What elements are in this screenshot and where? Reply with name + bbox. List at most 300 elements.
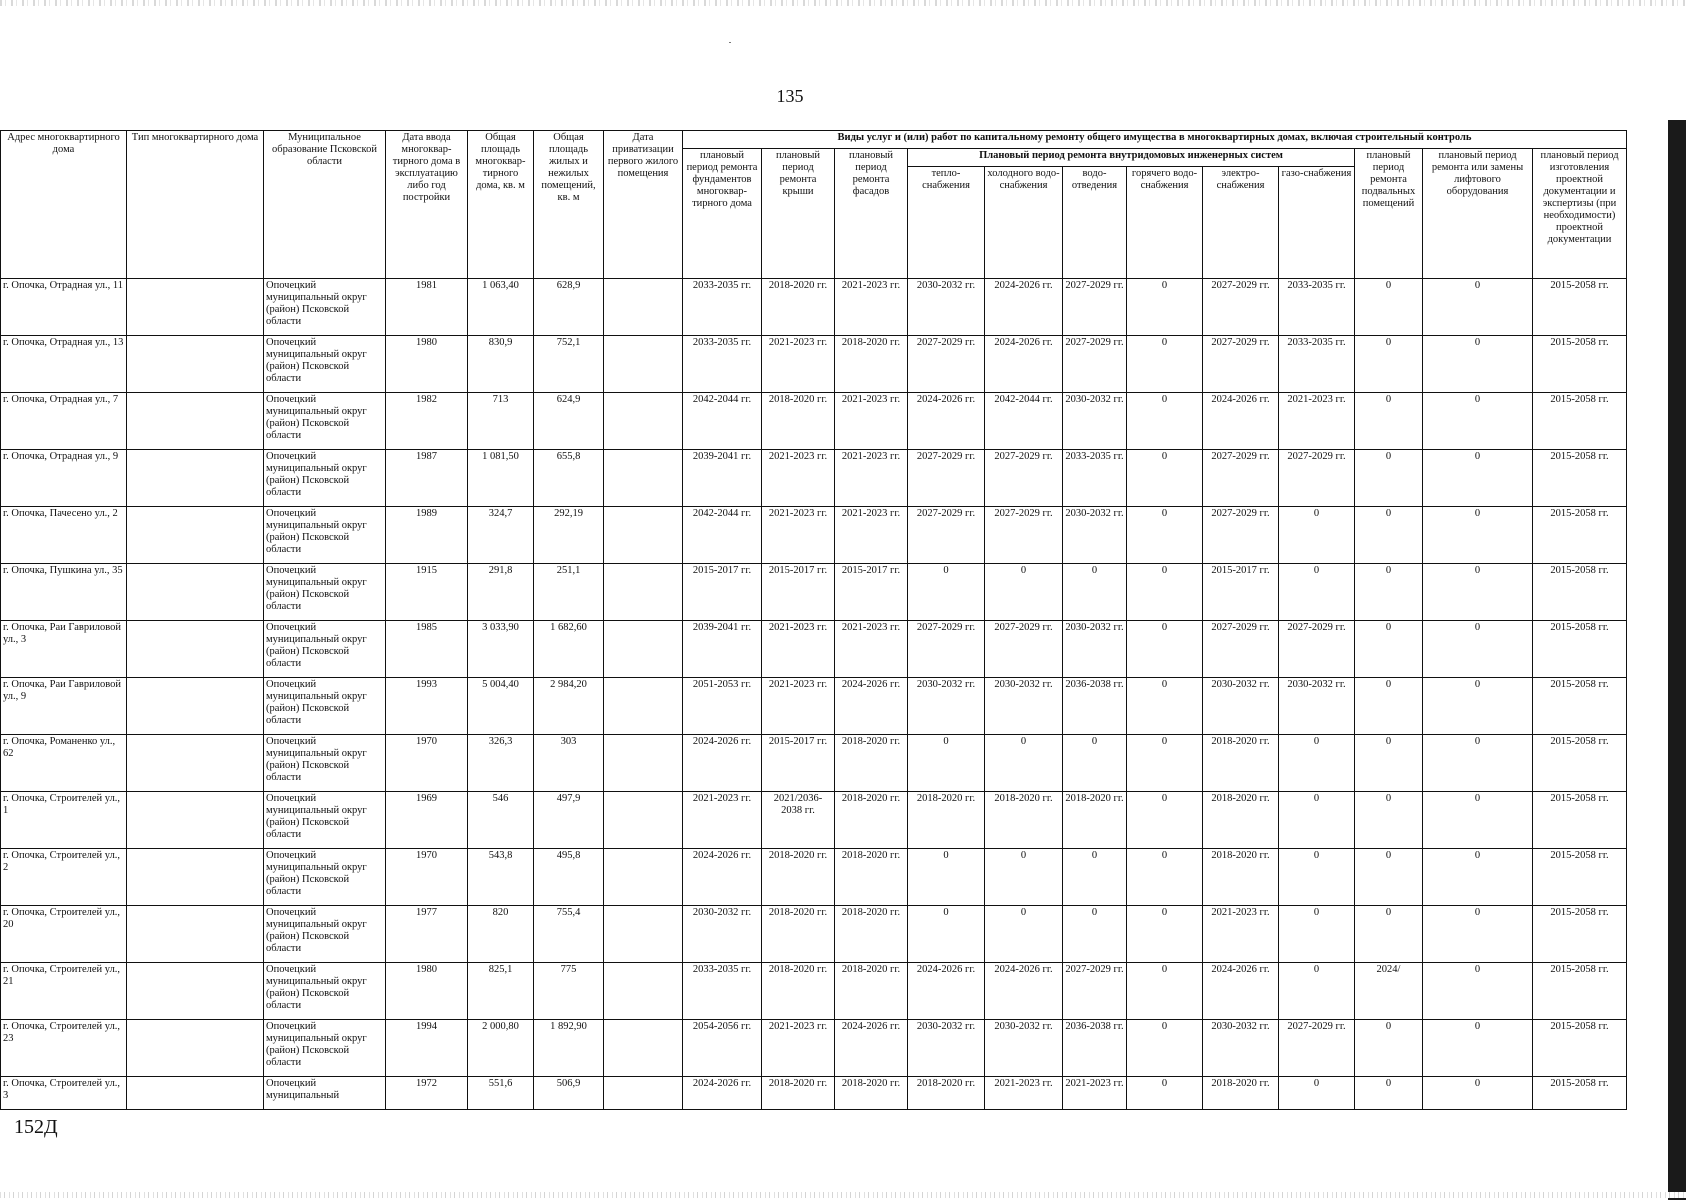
- cell-building-type: [127, 507, 264, 564]
- cell-heat-supply: 2030-2032 гг.: [908, 678, 985, 735]
- cell-drainage: 2030-2032 гг.: [1063, 507, 1127, 564]
- cell-municipality: Опочецкий муниципальный округ (район) Псковской области: [264, 849, 386, 906]
- cell-hot-water: 0: [1127, 1020, 1203, 1077]
- cell-facade-period: 2018-2020 гг.: [835, 792, 908, 849]
- cell-address: г. Опочка, Романенко ул., 62: [1, 735, 127, 792]
- cell-basement: 0: [1355, 735, 1423, 792]
- header-systems-group: Плановый период ремонта внутридомовых инженерных систем: [908, 149, 1355, 167]
- cell-foundation-period: 2033-2035 гг.: [683, 336, 762, 393]
- cell-elevator: 0: [1423, 678, 1533, 735]
- cell-elevator: 0: [1423, 735, 1533, 792]
- cell-facade-period: 2018-2020 гг.: [835, 1077, 908, 1110]
- cell-hot-water: 0: [1127, 1077, 1203, 1110]
- header-works-group: Виды услуг и (или) работ по капитальному ремонту общего имущества в многоквартирных домах, включая строительный контроль: [683, 131, 1627, 149]
- cell-electricity: 2027-2029 гг.: [1203, 279, 1279, 336]
- cell-elevator: 0: [1423, 450, 1533, 507]
- cell-heat-supply: 0: [908, 849, 985, 906]
- cell-cold-water: 2024-2026 гг.: [985, 279, 1063, 336]
- cell-heat-supply: 0: [908, 906, 985, 963]
- cell-total-area: 543,8: [468, 849, 534, 906]
- cell-cold-water: 0: [985, 564, 1063, 621]
- cell-commissioning-year: 1915: [386, 564, 468, 621]
- cell-cold-water: 2024-2026 гг.: [985, 336, 1063, 393]
- cell-address: г. Опочка, Строителей ул., 3: [1, 1077, 127, 1110]
- cell-gas-supply: 0: [1279, 963, 1355, 1020]
- cell-documentation: 2015-2058 гг.: [1533, 393, 1627, 450]
- table-row: [1, 507, 1627, 564]
- cell-drainage: 0: [1063, 564, 1127, 621]
- cell-cold-water: 0: [985, 735, 1063, 792]
- cell-documentation: 2015-2058 гг.: [1533, 621, 1627, 678]
- cell-cold-water: 0: [985, 849, 1063, 906]
- cell-hot-water: 0: [1127, 792, 1203, 849]
- cell-living-area: 292,19: [534, 507, 604, 564]
- cell-building-type: [127, 1020, 264, 1077]
- cell-elevator: 0: [1423, 1077, 1533, 1110]
- cell-total-area: 825,1: [468, 963, 534, 1020]
- cell-municipality: Опочецкий муниципальный: [264, 1077, 386, 1110]
- cell-heat-supply: 2024-2026 гг.: [908, 393, 985, 450]
- cell-gas-supply: 2027-2029 гг.: [1279, 621, 1355, 678]
- header-elevator: плановый период ремонта или замены лифтового оборудования: [1423, 149, 1533, 279]
- cell-roof-period: 2018-2020 гг.: [762, 906, 835, 963]
- cell-foundation-period: 2024-2026 гг.: [683, 849, 762, 906]
- cell-documentation: 2015-2058 гг.: [1533, 564, 1627, 621]
- cell-heat-supply: 2027-2029 гг.: [908, 507, 985, 564]
- cell-cold-water: 2027-2029 гг.: [985, 621, 1063, 678]
- header-hot-water: горячего водо-снабжения: [1127, 167, 1203, 279]
- cell-municipality: Опочецкий муниципальный округ (район) Псковской области: [264, 564, 386, 621]
- cell-foundation-period: 2042-2044 гг.: [683, 507, 762, 564]
- cell-privatization-date: [604, 450, 683, 507]
- cell-commissioning-year: 1980: [386, 963, 468, 1020]
- table-row: [1, 792, 1627, 849]
- cell-electricity: 2030-2032 гг.: [1203, 1020, 1279, 1077]
- cell-gas-supply: 2027-2029 гг.: [1279, 450, 1355, 507]
- cell-heat-supply: 2018-2020 гг.: [908, 792, 985, 849]
- cell-heat-supply: 0: [908, 735, 985, 792]
- cell-foundation-period: 2024-2026 гг.: [683, 735, 762, 792]
- cell-gas-supply: 0: [1279, 564, 1355, 621]
- cell-basement: 0: [1355, 678, 1423, 735]
- cell-building-type: [127, 279, 264, 336]
- cell-roof-period: 2021/2036-2038 гг.: [762, 792, 835, 849]
- cell-elevator: 0: [1423, 849, 1533, 906]
- cell-cold-water: 2027-2029 гг.: [985, 507, 1063, 564]
- cell-gas-supply: 0: [1279, 849, 1355, 906]
- cell-living-area: 624,9: [534, 393, 604, 450]
- table-header: [1, 131, 1627, 279]
- cell-municipality: Опочецкий муниципальный округ (район) Псковской области: [264, 621, 386, 678]
- cell-commissioning-year: 1993: [386, 678, 468, 735]
- header-electricity: электро-снабжения: [1203, 167, 1279, 279]
- cell-building-type: [127, 336, 264, 393]
- cell-living-area: 303: [534, 735, 604, 792]
- cell-commissioning-year: 1969: [386, 792, 468, 849]
- header-drainage: водо-отведения: [1063, 167, 1127, 279]
- cell-electricity: 2021-2023 гг.: [1203, 906, 1279, 963]
- cell-roof-period: 2018-2020 гг.: [762, 1077, 835, 1110]
- cell-drainage: 2036-2038 гг.: [1063, 678, 1127, 735]
- cell-gas-supply: 2021-2023 гг.: [1279, 393, 1355, 450]
- cell-drainage: 2027-2029 гг.: [1063, 279, 1127, 336]
- cell-gas-supply: 0: [1279, 906, 1355, 963]
- cell-electricity: 2024-2026 гг.: [1203, 963, 1279, 1020]
- cell-building-type: [127, 963, 264, 1020]
- cell-documentation: 2015-2058 гг.: [1533, 336, 1627, 393]
- table-row: [1, 450, 1627, 507]
- cell-privatization-date: [604, 906, 683, 963]
- cell-cold-water: 2030-2032 гг.: [985, 678, 1063, 735]
- cell-privatization-date: [604, 735, 683, 792]
- cell-total-area: 291,8: [468, 564, 534, 621]
- scan-noise-top: [0, 0, 1686, 6]
- cell-municipality: Опочецкий муниципальный округ (район) Псковской области: [264, 450, 386, 507]
- cell-documentation: 2015-2058 гг.: [1533, 906, 1627, 963]
- cell-roof-period: 2021-2023 гг.: [762, 1020, 835, 1077]
- cell-hot-water: 0: [1127, 450, 1203, 507]
- cell-commissioning-year: 1970: [386, 735, 468, 792]
- cell-municipality: Опочецкий муниципальный округ (район) Псковской области: [264, 906, 386, 963]
- cell-drainage: 2030-2032 гг.: [1063, 393, 1127, 450]
- cell-drainage: 2036-2038 гг.: [1063, 1020, 1127, 1077]
- table-row: [1, 735, 1627, 792]
- header-foundation: плановый период ремонта фундаментов многоквар-тирного дома: [683, 149, 762, 279]
- cell-electricity: 2018-2020 гг.: [1203, 735, 1279, 792]
- cell-drainage: 2033-2035 гг.: [1063, 450, 1127, 507]
- cell-total-area: 2 000,80: [468, 1020, 534, 1077]
- cell-facade-period: 2024-2026 гг.: [835, 678, 908, 735]
- cell-elevator: 0: [1423, 906, 1533, 963]
- cell-foundation-period: 2033-2035 гг.: [683, 963, 762, 1020]
- cell-cold-water: 2027-2029 гг.: [985, 450, 1063, 507]
- header-municipality: Муниципальное образование Псковской области: [264, 131, 386, 279]
- cell-address: г. Опочка, Строителей ул., 21: [1, 963, 127, 1020]
- cell-gas-supply: 0: [1279, 507, 1355, 564]
- cell-building-type: [127, 450, 264, 507]
- cell-roof-period: 2015-2017 гг.: [762, 564, 835, 621]
- cell-roof-period: 2021-2023 гг.: [762, 621, 835, 678]
- cell-facade-period: 2021-2023 гг.: [835, 450, 908, 507]
- cell-drainage: 2027-2029 гг.: [1063, 963, 1127, 1020]
- cell-facade-period: 2021-2023 гг.: [835, 393, 908, 450]
- cell-living-area: 251,1: [534, 564, 604, 621]
- cell-building-type: [127, 735, 264, 792]
- cell-foundation-period: 2024-2026 гг.: [683, 1077, 762, 1110]
- cell-basement: 0: [1355, 564, 1423, 621]
- cell-gas-supply: 2033-2035 гг.: [1279, 336, 1355, 393]
- table-row: [1, 393, 1627, 450]
- cell-privatization-date: [604, 792, 683, 849]
- header-facade: плановый период ремонта фасадов: [835, 149, 908, 279]
- cell-address: г. Опочка, Отрадная ул., 11: [1, 279, 127, 336]
- cell-facade-period: 2015-2017 гг.: [835, 564, 908, 621]
- cell-hot-water: 0: [1127, 621, 1203, 678]
- cell-total-area: 830,9: [468, 336, 534, 393]
- cell-heat-supply: 0: [908, 564, 985, 621]
- cell-hot-water: 0: [1127, 279, 1203, 336]
- cell-roof-period: 2021-2023 гг.: [762, 336, 835, 393]
- cell-drainage: 2030-2032 гг.: [1063, 621, 1127, 678]
- cell-commissioning-year: 1981: [386, 279, 468, 336]
- cell-drainage: 0: [1063, 735, 1127, 792]
- cell-cold-water: 2018-2020 гг.: [985, 792, 1063, 849]
- cell-living-area: 755,4: [534, 906, 604, 963]
- scan-edge-right: [1668, 120, 1686, 1200]
- cell-address: г. Опочка, Раи Гавриловой ул., 3: [1, 621, 127, 678]
- header-cold-water: холодного водо-снабжения: [985, 167, 1063, 279]
- cell-total-area: 1 081,50: [468, 450, 534, 507]
- header-building-type: Тип многоквартирного дома: [127, 131, 264, 279]
- cell-elevator: 0: [1423, 336, 1533, 393]
- cell-building-type: [127, 792, 264, 849]
- cell-cold-water: 2030-2032 гг.: [985, 1020, 1063, 1077]
- cell-commissioning-year: 1989: [386, 507, 468, 564]
- cell-commissioning-year: 1994: [386, 1020, 468, 1077]
- cell-basement: 0: [1355, 279, 1423, 336]
- cell-total-area: 551,6: [468, 1077, 534, 1110]
- cell-drainage: 2027-2029 гг.: [1063, 336, 1127, 393]
- cell-living-area: 655,8: [534, 450, 604, 507]
- cell-total-area: 3 033,90: [468, 621, 534, 678]
- cell-municipality: Опочецкий муниципальный округ (район) Псковской области: [264, 792, 386, 849]
- cell-electricity: 2018-2020 гг.: [1203, 849, 1279, 906]
- header-address: Адрес многоквартирного дома: [1, 131, 127, 279]
- cell-electricity: 2027-2029 гг.: [1203, 450, 1279, 507]
- header-commissioning-year: Дата ввода многоквар-тирного дома в эксплуатацию либо год постройки: [386, 131, 468, 279]
- cell-elevator: 0: [1423, 507, 1533, 564]
- cell-basement: 2024/: [1355, 963, 1423, 1020]
- cell-gas-supply: 2033-2035 гг.: [1279, 279, 1355, 336]
- cell-total-area: 713: [468, 393, 534, 450]
- cell-commissioning-year: 1977: [386, 906, 468, 963]
- cell-address: г. Опочка, Пачесено ул., 2: [1, 507, 127, 564]
- cell-privatization-date: [604, 1077, 683, 1110]
- cell-total-area: 820: [468, 906, 534, 963]
- cell-drainage: 2021-2023 гг.: [1063, 1077, 1127, 1110]
- cell-cold-water: 2021-2023 гг.: [985, 1077, 1063, 1110]
- cell-address: г. Опочка, Пушкина ул., 35: [1, 564, 127, 621]
- cell-documentation: 2015-2058 гг.: [1533, 450, 1627, 507]
- cell-foundation-period: 2042-2044 гг.: [683, 393, 762, 450]
- cell-facade-period: 2024-2026 гг.: [835, 1020, 908, 1077]
- cell-hot-water: 0: [1127, 906, 1203, 963]
- cell-gas-supply: 2027-2029 гг.: [1279, 1020, 1355, 1077]
- cell-privatization-date: [604, 564, 683, 621]
- cell-foundation-period: 2039-2041 гг.: [683, 621, 762, 678]
- cell-roof-period: 2021-2023 гг.: [762, 450, 835, 507]
- cell-basement: 0: [1355, 906, 1423, 963]
- cell-basement: 0: [1355, 450, 1423, 507]
- cell-commissioning-year: 1970: [386, 849, 468, 906]
- cell-facade-period: 2018-2020 гг.: [835, 906, 908, 963]
- table-row: [1, 564, 1627, 621]
- cell-documentation: 2015-2058 гг.: [1533, 735, 1627, 792]
- cell-privatization-date: [604, 279, 683, 336]
- cell-electricity: 2030-2032 гг.: [1203, 678, 1279, 735]
- table-row: [1, 336, 1627, 393]
- cell-building-type: [127, 849, 264, 906]
- cell-basement: 0: [1355, 507, 1423, 564]
- cell-elevator: 0: [1423, 1020, 1533, 1077]
- table-row: [1, 1020, 1627, 1077]
- cell-hot-water: 0: [1127, 678, 1203, 735]
- cell-electricity: 2024-2026 гг.: [1203, 393, 1279, 450]
- cell-living-area: 775: [534, 963, 604, 1020]
- cell-privatization-date: [604, 1020, 683, 1077]
- cell-heat-supply: 2030-2032 гг.: [908, 1020, 985, 1077]
- cell-documentation: 2015-2058 гг.: [1533, 678, 1627, 735]
- cell-roof-period: 2018-2020 гг.: [762, 963, 835, 1020]
- cell-privatization-date: [604, 336, 683, 393]
- cell-privatization-date: [604, 849, 683, 906]
- cell-roof-period: 2018-2020 гг.: [762, 393, 835, 450]
- cell-living-area: 1 682,60: [534, 621, 604, 678]
- header-living-area: Общая площадь жилых и нежилых помещений, кв. м: [534, 131, 604, 279]
- table-row: [1, 849, 1627, 906]
- cell-elevator: 0: [1423, 564, 1533, 621]
- cell-gas-supply: 0: [1279, 792, 1355, 849]
- cell-cold-water: 2024-2026 гг.: [985, 963, 1063, 1020]
- cell-total-area: 324,7: [468, 507, 534, 564]
- cell-building-type: [127, 393, 264, 450]
- page-number: 135: [776, 86, 804, 106]
- cell-roof-period: 2021-2023 гг.: [762, 507, 835, 564]
- cell-municipality: Опочецкий муниципальный округ (район) Псковской области: [264, 963, 386, 1020]
- cell-building-type: [127, 621, 264, 678]
- cell-drainage: 0: [1063, 906, 1127, 963]
- cell-building-type: [127, 564, 264, 621]
- cell-elevator: 0: [1423, 393, 1533, 450]
- cell-drainage: 2018-2020 гг.: [1063, 792, 1127, 849]
- cell-municipality: Опочецкий муниципальный округ (район) Псковской области: [264, 1020, 386, 1077]
- cell-living-area: 1 892,90: [534, 1020, 604, 1077]
- cell-total-area: 546: [468, 792, 534, 849]
- cell-basement: 0: [1355, 393, 1423, 450]
- cell-heat-supply: 2024-2026 гг.: [908, 963, 985, 1020]
- cell-privatization-date: [604, 963, 683, 1020]
- cell-elevator: 0: [1423, 279, 1533, 336]
- scan-noise-bottom: [0, 1192, 1686, 1198]
- cell-address: г. Опочка, Отрадная ул., 13: [1, 336, 127, 393]
- page-code: 152Д: [14, 1116, 58, 1138]
- cell-facade-period: 2018-2020 гг.: [835, 849, 908, 906]
- header-basement: плановый период ремонта подвальных помещений: [1355, 149, 1423, 279]
- cell-municipality: Опочецкий муниципальный округ (район) Псковской области: [264, 735, 386, 792]
- header-total-area: Общая площадь многоквар-тирного дома, кв. м: [468, 131, 534, 279]
- cell-address: г. Опочка, Строителей ул., 20: [1, 906, 127, 963]
- cell-foundation-period: 2039-2041 гг.: [683, 450, 762, 507]
- cell-electricity: 2027-2029 гг.: [1203, 507, 1279, 564]
- cell-drainage: 0: [1063, 849, 1127, 906]
- table-row: [1, 963, 1627, 1020]
- cell-privatization-date: [604, 507, 683, 564]
- cell-foundation-period: 2033-2035 гг.: [683, 279, 762, 336]
- cell-roof-period: 2015-2017 гг.: [762, 735, 835, 792]
- cell-gas-supply: 0: [1279, 735, 1355, 792]
- cell-hot-water: 0: [1127, 735, 1203, 792]
- cell-privatization-date: [604, 678, 683, 735]
- cell-heat-supply: 2027-2029 гг.: [908, 450, 985, 507]
- cell-heat-supply: 2027-2029 гг.: [908, 336, 985, 393]
- cell-municipality: Опочецкий муниципальный округ (район) Псковской области: [264, 678, 386, 735]
- cell-facade-period: 2021-2023 гг.: [835, 621, 908, 678]
- cell-elevator: 0: [1423, 963, 1533, 1020]
- cell-documentation: 2015-2058 гг.: [1533, 279, 1627, 336]
- cell-documentation: 2015-2058 гг.: [1533, 1020, 1627, 1077]
- cell-electricity: 2015-2017 гг.: [1203, 564, 1279, 621]
- cell-roof-period: 2018-2020 гг.: [762, 279, 835, 336]
- capital-repair-table-wrapper: [0, 130, 1627, 1110]
- cell-cold-water: 0: [985, 906, 1063, 963]
- cell-building-type: [127, 1077, 264, 1110]
- cell-living-area: 495,8: [534, 849, 604, 906]
- cell-commissioning-year: 1972: [386, 1077, 468, 1110]
- cell-roof-period: 2018-2020 гг.: [762, 849, 835, 906]
- cell-municipality: Опочецкий муниципальный округ (район) Псковской области: [264, 336, 386, 393]
- cell-facade-period: 2018-2020 гг.: [835, 336, 908, 393]
- cell-hot-water: 0: [1127, 336, 1203, 393]
- cell-total-area: 326,3: [468, 735, 534, 792]
- scan-speck: [729, 42, 731, 43]
- cell-cold-water: 2042-2044 гг.: [985, 393, 1063, 450]
- cell-basement: 0: [1355, 1077, 1423, 1110]
- table-body: [1, 279, 1627, 1110]
- header-documentation: плановый период изготовления проектной документации и экспертизы (при необходимости) проектной документации: [1533, 149, 1627, 279]
- cell-basement: 0: [1355, 336, 1423, 393]
- cell-commissioning-year: 1980: [386, 336, 468, 393]
- cell-electricity: 2018-2020 гг.: [1203, 792, 1279, 849]
- cell-address: г. Опочка, Строителей ул., 1: [1, 792, 127, 849]
- cell-living-area: 506,9: [534, 1077, 604, 1110]
- cell-basement: 0: [1355, 621, 1423, 678]
- cell-total-area: 5 004,40: [468, 678, 534, 735]
- cell-living-area: 497,9: [534, 792, 604, 849]
- cell-facade-period: 2021-2023 гг.: [835, 507, 908, 564]
- cell-address: г. Опочка, Отрадная ул., 9: [1, 450, 127, 507]
- header-gas-supply: газо-снабжения: [1279, 167, 1355, 279]
- header-privatization-date: Дата приватизации первого жилого помещения: [604, 131, 683, 279]
- table-row: [1, 678, 1627, 735]
- cell-privatization-date: [604, 393, 683, 450]
- cell-commissioning-year: 1982: [386, 393, 468, 450]
- cell-foundation-period: 2021-2023 гг.: [683, 792, 762, 849]
- cell-documentation: 2015-2058 гг.: [1533, 963, 1627, 1020]
- cell-gas-supply: 2030-2032 гг.: [1279, 678, 1355, 735]
- cell-hot-water: 0: [1127, 507, 1203, 564]
- cell-elevator: 0: [1423, 792, 1533, 849]
- cell-commissioning-year: 1985: [386, 621, 468, 678]
- cell-elevator: 0: [1423, 621, 1533, 678]
- cell-roof-period: 2021-2023 гг.: [762, 678, 835, 735]
- header-roof: плановый период ремонта крыши: [762, 149, 835, 279]
- cell-electricity: 2027-2029 гг.: [1203, 621, 1279, 678]
- cell-gas-supply: 0: [1279, 1077, 1355, 1110]
- cell-privatization-date: [604, 621, 683, 678]
- cell-hot-water: 0: [1127, 564, 1203, 621]
- cell-municipality: Опочецкий муниципальный округ (район) Псковской области: [264, 393, 386, 450]
- cell-electricity: 2027-2029 гг.: [1203, 336, 1279, 393]
- table-row: [1, 1077, 1627, 1110]
- cell-documentation: 2015-2058 гг.: [1533, 1077, 1627, 1110]
- cell-living-area: 628,9: [534, 279, 604, 336]
- cell-commissioning-year: 1987: [386, 450, 468, 507]
- cell-documentation: 2015-2058 гг.: [1533, 849, 1627, 906]
- cell-address: г. Опочка, Раи Гавриловой ул., 9: [1, 678, 127, 735]
- cell-municipality: Опочецкий муниципальный округ (район) Псковской области: [264, 507, 386, 564]
- cell-documentation: 2015-2058 гг.: [1533, 792, 1627, 849]
- capital-repair-table: [0, 130, 1627, 1110]
